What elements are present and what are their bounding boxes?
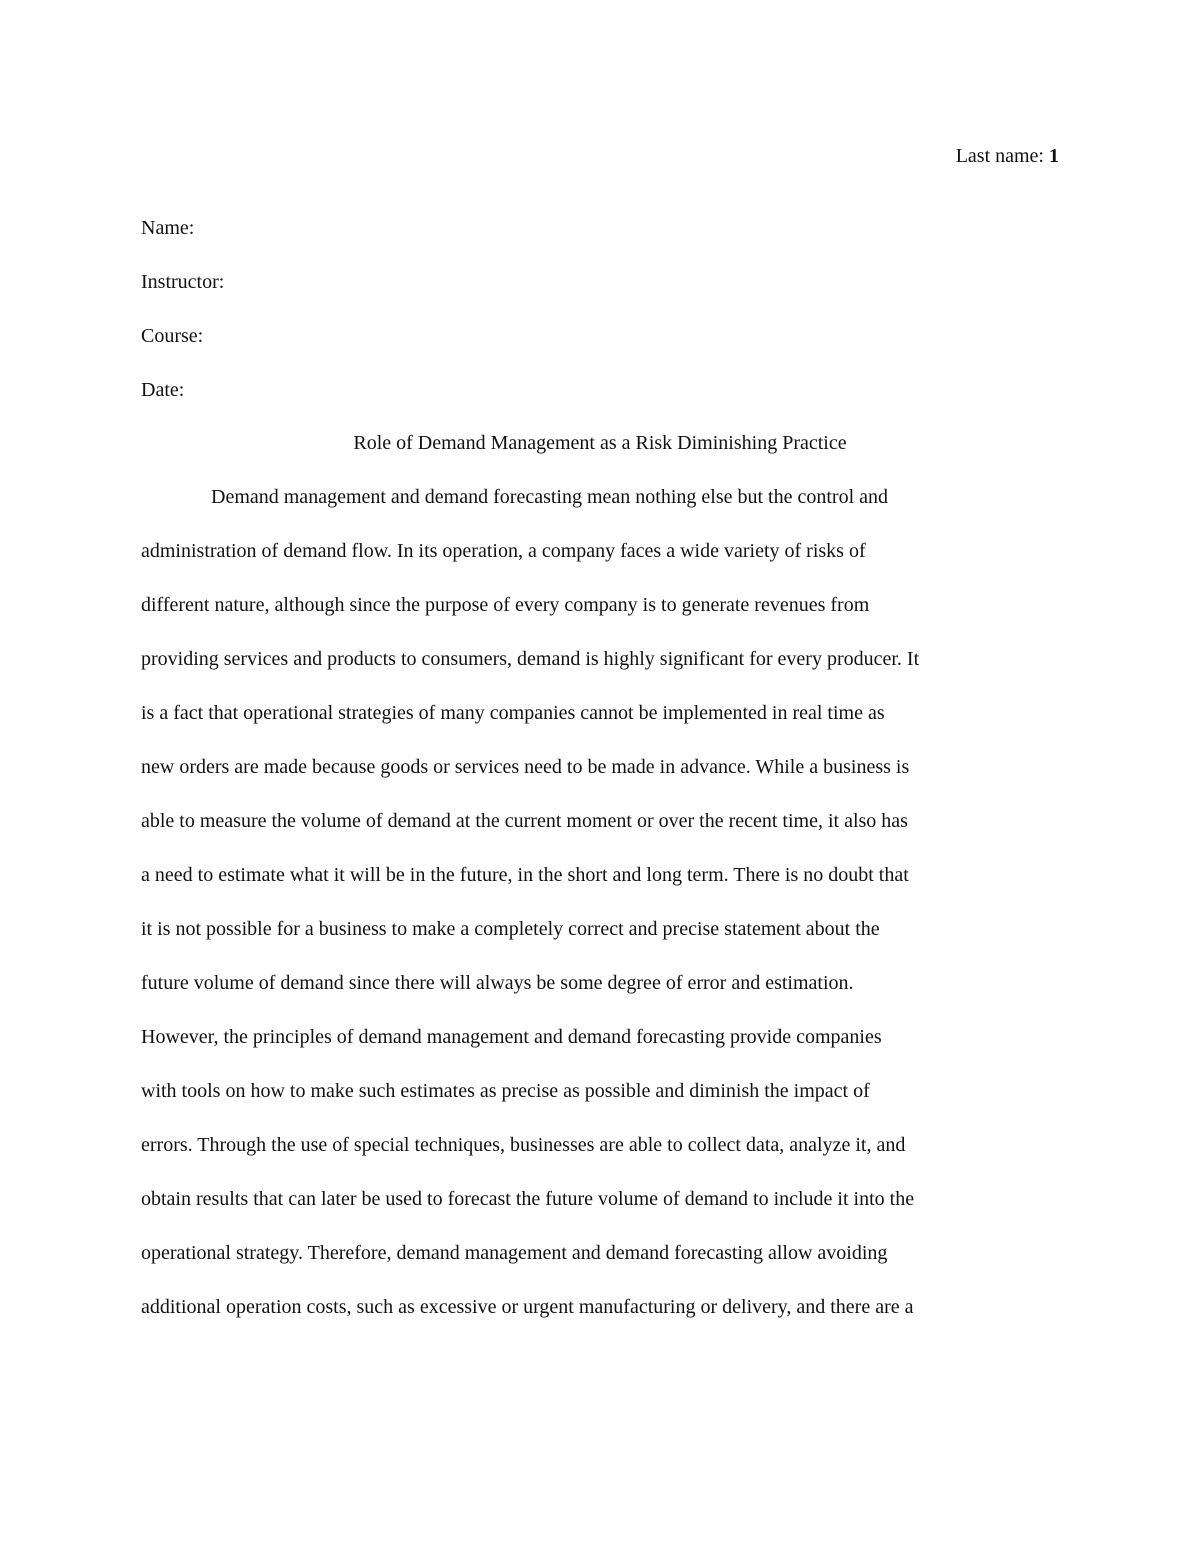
body-line: new orders are made because goods or services need to be made in advance. While a business is	[141, 756, 910, 778]
meta-date: Date:	[141, 379, 185, 401]
meta-name: Name:	[141, 217, 195, 239]
body-line: providing services and products to consumers, demand is highly significant for every producer. It	[141, 648, 920, 670]
body-line: administration of demand flow. In its operation, a company faces a wide variety of risks of	[141, 540, 866, 562]
meta-course: Course:	[141, 325, 204, 347]
document-title: Role of Demand Management as a Risk Diminishing Practice	[353, 432, 847, 454]
body-line: is a fact that operational strategies of many companies cannot be implemented in real time as	[141, 702, 885, 724]
body-line: it is not possible for a business to make a completely correct and precise statement about the	[141, 918, 880, 940]
body-line: additional operation costs, such as excessive or urgent manufacturing or delivery, and there are a	[141, 1296, 914, 1318]
body-line: obtain results that can later be used to forecast the future volume of demand to include it into the	[141, 1188, 915, 1210]
body-line: future volume of demand since there will always be some degree of error and estimation.	[141, 972, 854, 994]
body-line: errors. Through the use of special techniques, businesses are able to collect data, analyze it, and	[141, 1134, 906, 1156]
running-header	[956, 144, 1059, 168]
body-line: with tools on how to make such estimates as precise as possible and diminish the impact of	[141, 1080, 870, 1102]
header-last-name-label: Last name:	[955, 145, 1044, 167]
body-line: a need to estimate what it will be in the future, in the short and long term. There is no doubt that	[141, 864, 909, 886]
body-line: Demand management and demand forecasting mean nothing else but the control and	[211, 486, 889, 508]
page-number: 1	[1049, 145, 1059, 167]
body-line: However, the principles of demand management and demand forecasting provide companies	[141, 1026, 882, 1048]
body-line: different nature, although since the purpose of every company is to generate revenues from	[141, 594, 870, 616]
body-line: operational strategy. Therefore, demand management and demand forecasting allow avoiding	[141, 1242, 888, 1264]
body-line: able to measure the volume of demand at the current moment or over the recent time, it also has	[141, 810, 908, 832]
meta-instructor: Instructor:	[141, 271, 225, 293]
